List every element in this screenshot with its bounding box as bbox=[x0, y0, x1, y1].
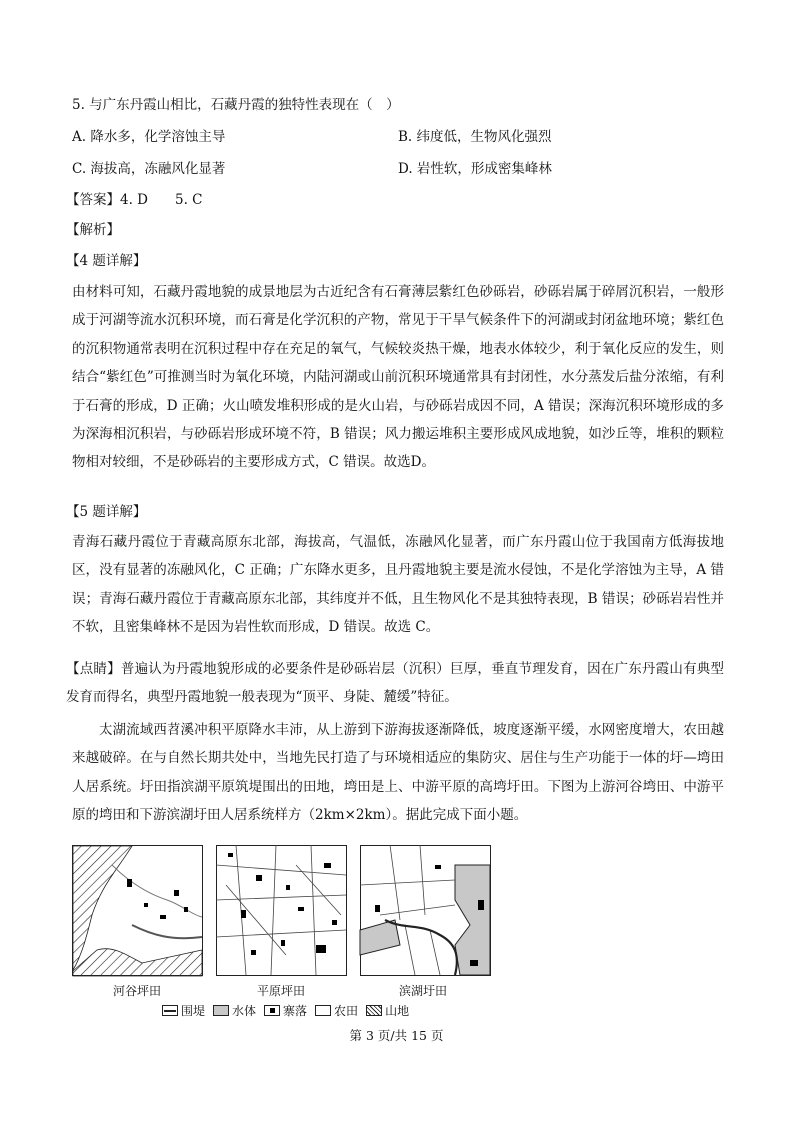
legend-settlement: 寨落 bbox=[264, 1002, 307, 1019]
mountain-icon bbox=[366, 1005, 382, 1016]
page-footer: 第 3 页/共 15 页 bbox=[349, 1028, 444, 1043]
map-label-valley: 河谷坪田 bbox=[113, 984, 162, 998]
q4-label: 【4 题详解】 bbox=[66, 253, 147, 269]
sample-maps bbox=[72, 845, 492, 995]
valley-map bbox=[73, 846, 203, 977]
q5-explanation: 青海石藏丹霞位于青藏高原东北部，海拔高，气温低，冻融风化显著，而广东丹霞山位于我国南方低海拔地区，没有显著的冻融风化，C 正确；广东降水更多，且丹霞地貌主要是流水侵蚀，不是化学溶蚀为主导，A 错误；青海石藏丹霞位于青藏高原东北部，其纬度并不低，且生物风化不是其独特表现，B 错误；砂砾岩岩性并不软，且密集峰林不是因为岩性软而形成，D 错误。故选 C。 bbox=[72, 534, 724, 636]
legend-water: 水体 bbox=[213, 1002, 256, 1019]
dike-icon bbox=[162, 1005, 178, 1016]
legend-farmland: 农田 bbox=[315, 1002, 358, 1019]
map-label-plain: 平原坪田 bbox=[257, 984, 306, 998]
answer-line: 【答案】4. D 5. C bbox=[66, 192, 203, 208]
lakeside-map bbox=[360, 845, 491, 976]
analysis-label: 【解析】 bbox=[66, 222, 120, 238]
legend-mountain: 山地 bbox=[366, 1002, 409, 1019]
option-d: D. 岩性软，形成密集峰林 bbox=[398, 161, 552, 177]
legend-dike: 围堤 bbox=[162, 1002, 205, 1019]
tip-paragraph: 【点睛】普遍认为丹霞地貌形成的必要条件是砂砾岩层（沉积）巨厚，垂直节理发育，因在广东丹霞山有典型发育而得名，典型丹霞地貌一般表现为“顶平、身陡、麓缓”特征。 bbox=[66, 661, 724, 706]
option-b: B. 纬度低，生物风化强烈 bbox=[398, 129, 552, 145]
farmland-icon bbox=[315, 1005, 331, 1016]
option-a: A. 降水多，化学溶蚀主导 bbox=[72, 129, 226, 145]
q5-label: 【5 题详解】 bbox=[66, 504, 147, 520]
plain-map bbox=[216, 845, 347, 976]
material-paragraph: 太湖流域西苕溪冲积平原降水丰沛，从上游到下游海拔逐渐降低，坡度逐渐平缓，水网密度增大，农田越来越破碎。在与自然长期共处中，当地先民打造了与环境相适应的集防灾、居住与生产功能于一体的圩—塆田人居系统。圩田指滨湖平原筑堤围出的田地，塆田是上、中游平原的高塆圩田。下图为上游河谷塆田、中游平原的塆田和下游滨湖圩田人居系统样方（2km×2km）。据此完成下面小题。 bbox=[72, 722, 724, 824]
question-5-stem: 5. 与广东丹霞山相比，石藏丹霞的独特性表现在（ ） bbox=[72, 97, 400, 113]
water-icon bbox=[213, 1005, 229, 1016]
option-c: C. 海拔高，冻融风化显著 bbox=[72, 161, 226, 177]
q4-explanation: 由材料可知，石藏丹霞地貌的成景地层为古近纪含有石膏薄层紫红色砂砾岩，砂砾岩属于碎屑沉积岩，一般形成于河湖等流水沉积环境，而石膏是化学沉积的产物，常见于干旱气候条件下的河湖或封闭盆地环境；紫红色的沉积物通常表明在沉积过程中存在充足的氧气，气候较炎热干燥，地表水体较少，利于氧化反应的发生，则结合“紫红色”可推测当时为氧化环境，内陆河湖或山前沉积环境通常具有封闭性，水分蒸发后盐分浓缩，有利于石膏的形成，D 正确；火山喷发堆积形成的是火山岩，与砂砾岩成因不同，A 错误；深海沉积环境形成的多为深海相沉积岩，与砂砾岩形成环境不符，B 错误；风力搬运堆积主要形成风成地貌，如沙丘等，堆积的颗粒物相对较细，不是砂砾岩的主要形成方式，C 错误。故选D。 bbox=[72, 284, 724, 471]
map-label-lakeside: 滨湖圩田 bbox=[399, 984, 448, 998]
map-legend bbox=[162, 1002, 413, 1019]
settlement-icon bbox=[264, 1005, 280, 1016]
